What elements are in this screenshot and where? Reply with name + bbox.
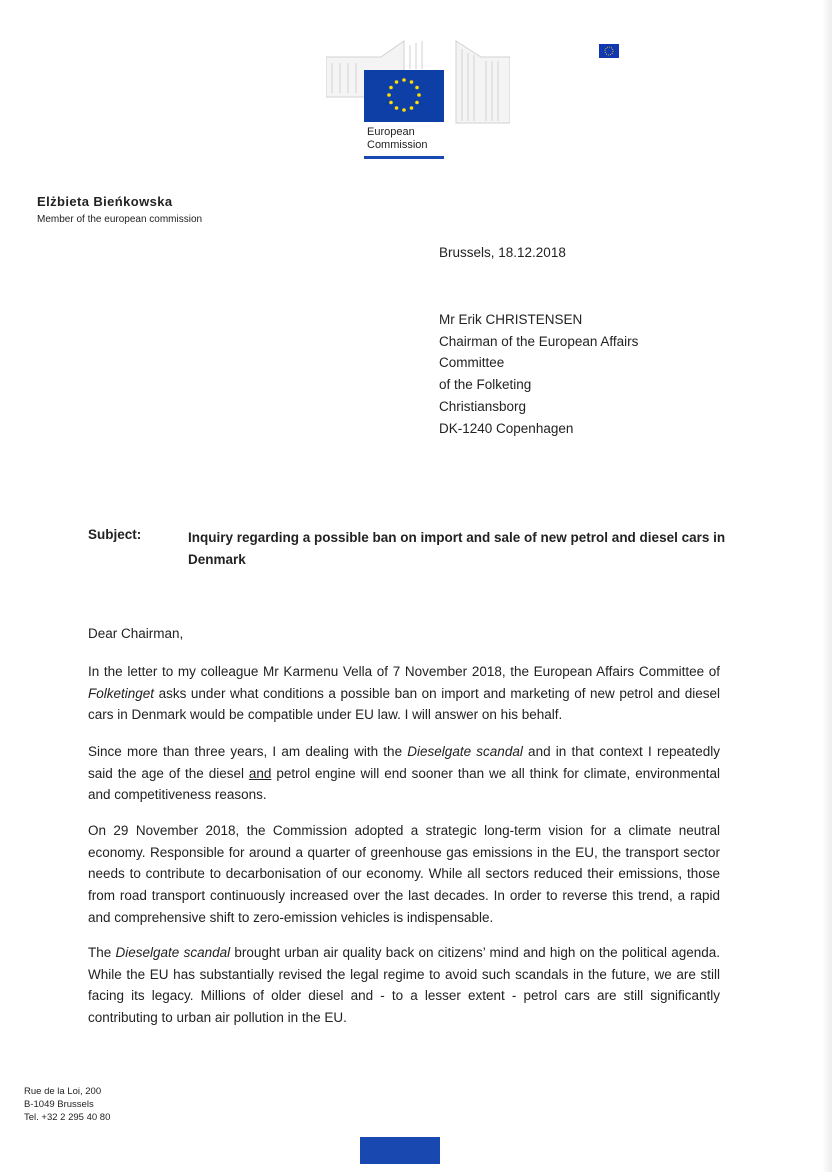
body-paragraph-2 xyxy=(88,741,720,806)
logo-line-1: European xyxy=(367,126,415,138)
logo-line-2: Commission xyxy=(367,139,428,151)
logo-text xyxy=(367,126,428,152)
sender-name: Elżbieta Bieńkowska xyxy=(37,194,173,209)
text-run-underline: and xyxy=(248,765,272,781)
page-edge-shadow xyxy=(822,0,832,1172)
subject-label: Subject: xyxy=(88,527,142,542)
text-run: asks under what conditions a possible ban on import and marketing of new petrol and diesel cars in Denmark would be compatible under EU law. I will answer on his behalf. xyxy=(88,685,720,723)
recipient-line: Mr Erik CHRISTENSEN xyxy=(439,312,583,327)
recipient-line: Committee xyxy=(439,355,505,371)
footer-line: Rue de la Loi, 200 xyxy=(24,1086,102,1097)
body-paragraph-3: On 29 November 2018, the Commission adopted a strategic long-term vision for a climate neutral economy. Responsible for around a quarter of greenhouse gas emissions in the EU, the transport sector needs to contribute to decarbonisation of our economy. While all sectors reduced their emissions, those from road transport continuously increased over the last decades. In order to reverse this trend, a rapid and comprehensive shift to zero-emission vehicles is indispensable. xyxy=(88,823,720,925)
text-run-italic: Dieselgate scandal xyxy=(115,945,231,960)
recipient-line: Chairman of the European Affairs xyxy=(439,333,639,349)
body-paragraph-4 xyxy=(88,942,720,1029)
eu-stars-icon xyxy=(364,70,444,122)
text-run: Since more than three years, I am dealing with the xyxy=(88,744,408,759)
text-run: brought urban air quality back on citizens’ mind and high on the political agenda. While the EU has substantially revised the legal regime to avoid such scandals in the future, we are still facing its legacy. Millions of older diesel and - to a lesser extent - petrol cars are still significantly contributing to urban air pollution in the EU. xyxy=(88,945,721,1026)
salutation: Dear Chairman, xyxy=(88,626,184,641)
text-run: In the letter to my colleague Mr Karmenu Vella of 7 November 2018, the European Affairs Committee of xyxy=(88,664,720,679)
recipient-address xyxy=(439,309,638,439)
recipient-line: of the Folketing xyxy=(439,377,532,393)
footer-line: B-1049 Brussels xyxy=(24,1099,94,1110)
footer-blue-bar xyxy=(360,1137,440,1164)
text-run-italic: Dieselgate scandal xyxy=(407,744,523,759)
eu-flag xyxy=(364,70,444,122)
subject-text: Inquiry regarding a possible ban on import and sale of new petrol and diesel cars in Denmark xyxy=(188,530,726,567)
letter-date: Brussels, 18.12.2018 xyxy=(439,245,566,260)
logo-underline xyxy=(364,156,444,159)
small-eu-flag-icon xyxy=(599,44,619,58)
text-run: petrol engine will end sooner than we all think for climate, environmental and competitiveness reasons. xyxy=(88,765,720,803)
footer-line: Tel. +32 2 295 40 80 xyxy=(24,1112,111,1123)
recipient-line: DK-1240 Copenhagen xyxy=(439,420,574,436)
small-eu-stars-icon xyxy=(599,44,619,58)
text-run: The xyxy=(88,945,116,960)
footer-address xyxy=(24,1085,110,1124)
body-paragraph-1 xyxy=(88,661,720,726)
recipient-line: Christiansborg xyxy=(439,398,527,414)
sender-role: Member of the european commission xyxy=(37,214,203,225)
text-run: and in that context I repeatedly said the age of the diesel xyxy=(88,744,720,781)
text-run-italic: Folketinget xyxy=(88,685,155,701)
